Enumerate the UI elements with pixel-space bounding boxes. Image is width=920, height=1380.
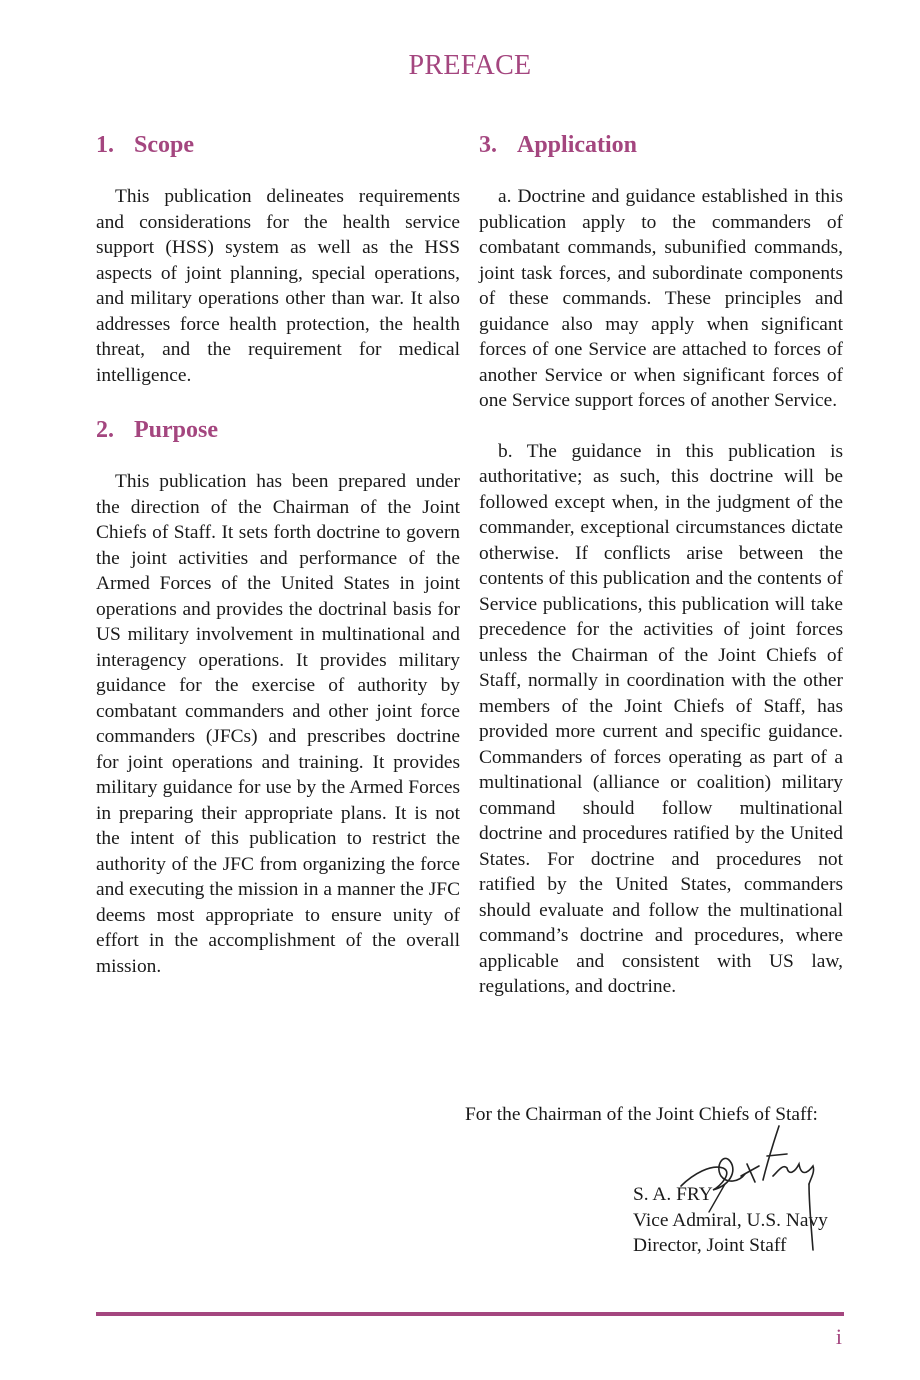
scope-title: Scope: [134, 132, 194, 158]
application-paragraph-a: a. Doctrine and guidance established in this publication apply to the commanders of combatant commands, subunified commands, joint task forces, and subordinate components of these commands. These principles and guidance also may apply when significant forces of one Service are attached to forces of another Service or when significant forces of one Service support forces of another Service.: [479, 186, 843, 411]
application-title: Application: [517, 132, 638, 158]
scope-paragraph: This publication delineates requirements and considerations for the health service support (HSS) system as well as the HSS aspects of joint planning, special operations, and military operations other than war. It also addresses force health protection, the health threat, and the requirement for medical intelligence.: [96, 186, 460, 386]
purpose-title: Purpose: [134, 417, 218, 443]
signatory-position: Director, Joint Staff: [633, 1235, 787, 1256]
signatory-rank: Vice Admiral, U.S. Navy: [633, 1209, 828, 1231]
purpose-number: 2.: [96, 417, 114, 443]
left-column: [96, 128, 460, 979]
scope-heading: [96, 128, 460, 168]
page-title: PREFACE: [408, 50, 532, 81]
footer-rule: [96, 1312, 844, 1316]
scope-number: 1.: [96, 132, 114, 158]
right-column: [479, 128, 843, 1000]
signatory-name: S. A. FRY: [633, 1184, 713, 1205]
handwritten-signature: [663, 1124, 833, 1264]
application-paragraph-b: b. The guidance in this publication is authoritative; as such, this doctrine will be followed except when, in the judgment of the commander, exceptional circumstances dictate otherwise. If conflicts arise between the contents of this publication and the contents of Service publications, this publication will take precedence for the activities of joint forces unless the Chairman of the Joint Chiefs of Staff, normally in coordination with the other members of the Joint Chiefs of Staff, has provided more current and specific guidance. Commanders of forces operating as part of a multinational (alliance or coalition) military command should follow multinational doctrine and procedures ratified by the United States. For doctrine and procedures not ratified by the United States, commanders should evaluate and follow the multinational command’s doctrine and procedures, where applicable and consistent with US law, regulations, and doctrine.: [479, 440, 843, 997]
application-heading: [479, 128, 843, 168]
purpose-paragraph: This publication has been prepared under the direction of the Chairman of the Joint Chiefs of Staff. It sets forth doctrine to govern the joint activities and performance of the Armed Forces of the United States in joint operations and provides the doctrinal basis for US military involvement in multinational and interagency operations. It provides military guidance for the exercise of authority by combatant commanders and other joint force commanders (JFCs) and prescribes doctrine for joint operations and training. It provides military guidance for use by the Armed Forces in preparing their appropriate plans. It is not the intent of this publication to restrict the authority of the JFC from organizing the force and executing the mission in a manner the JFC deems most appropriate to ensure unity of effort in the accomplishment of the overall mission.: [96, 471, 460, 977]
signature-for-line: For the Chairman of the Joint Chiefs of Staff:: [465, 1104, 818, 1125]
purpose-heading: [96, 413, 460, 453]
application-number: 3.: [479, 132, 497, 158]
page-number: i: [835, 1324, 842, 1349]
signature-block: [465, 1102, 845, 1256]
